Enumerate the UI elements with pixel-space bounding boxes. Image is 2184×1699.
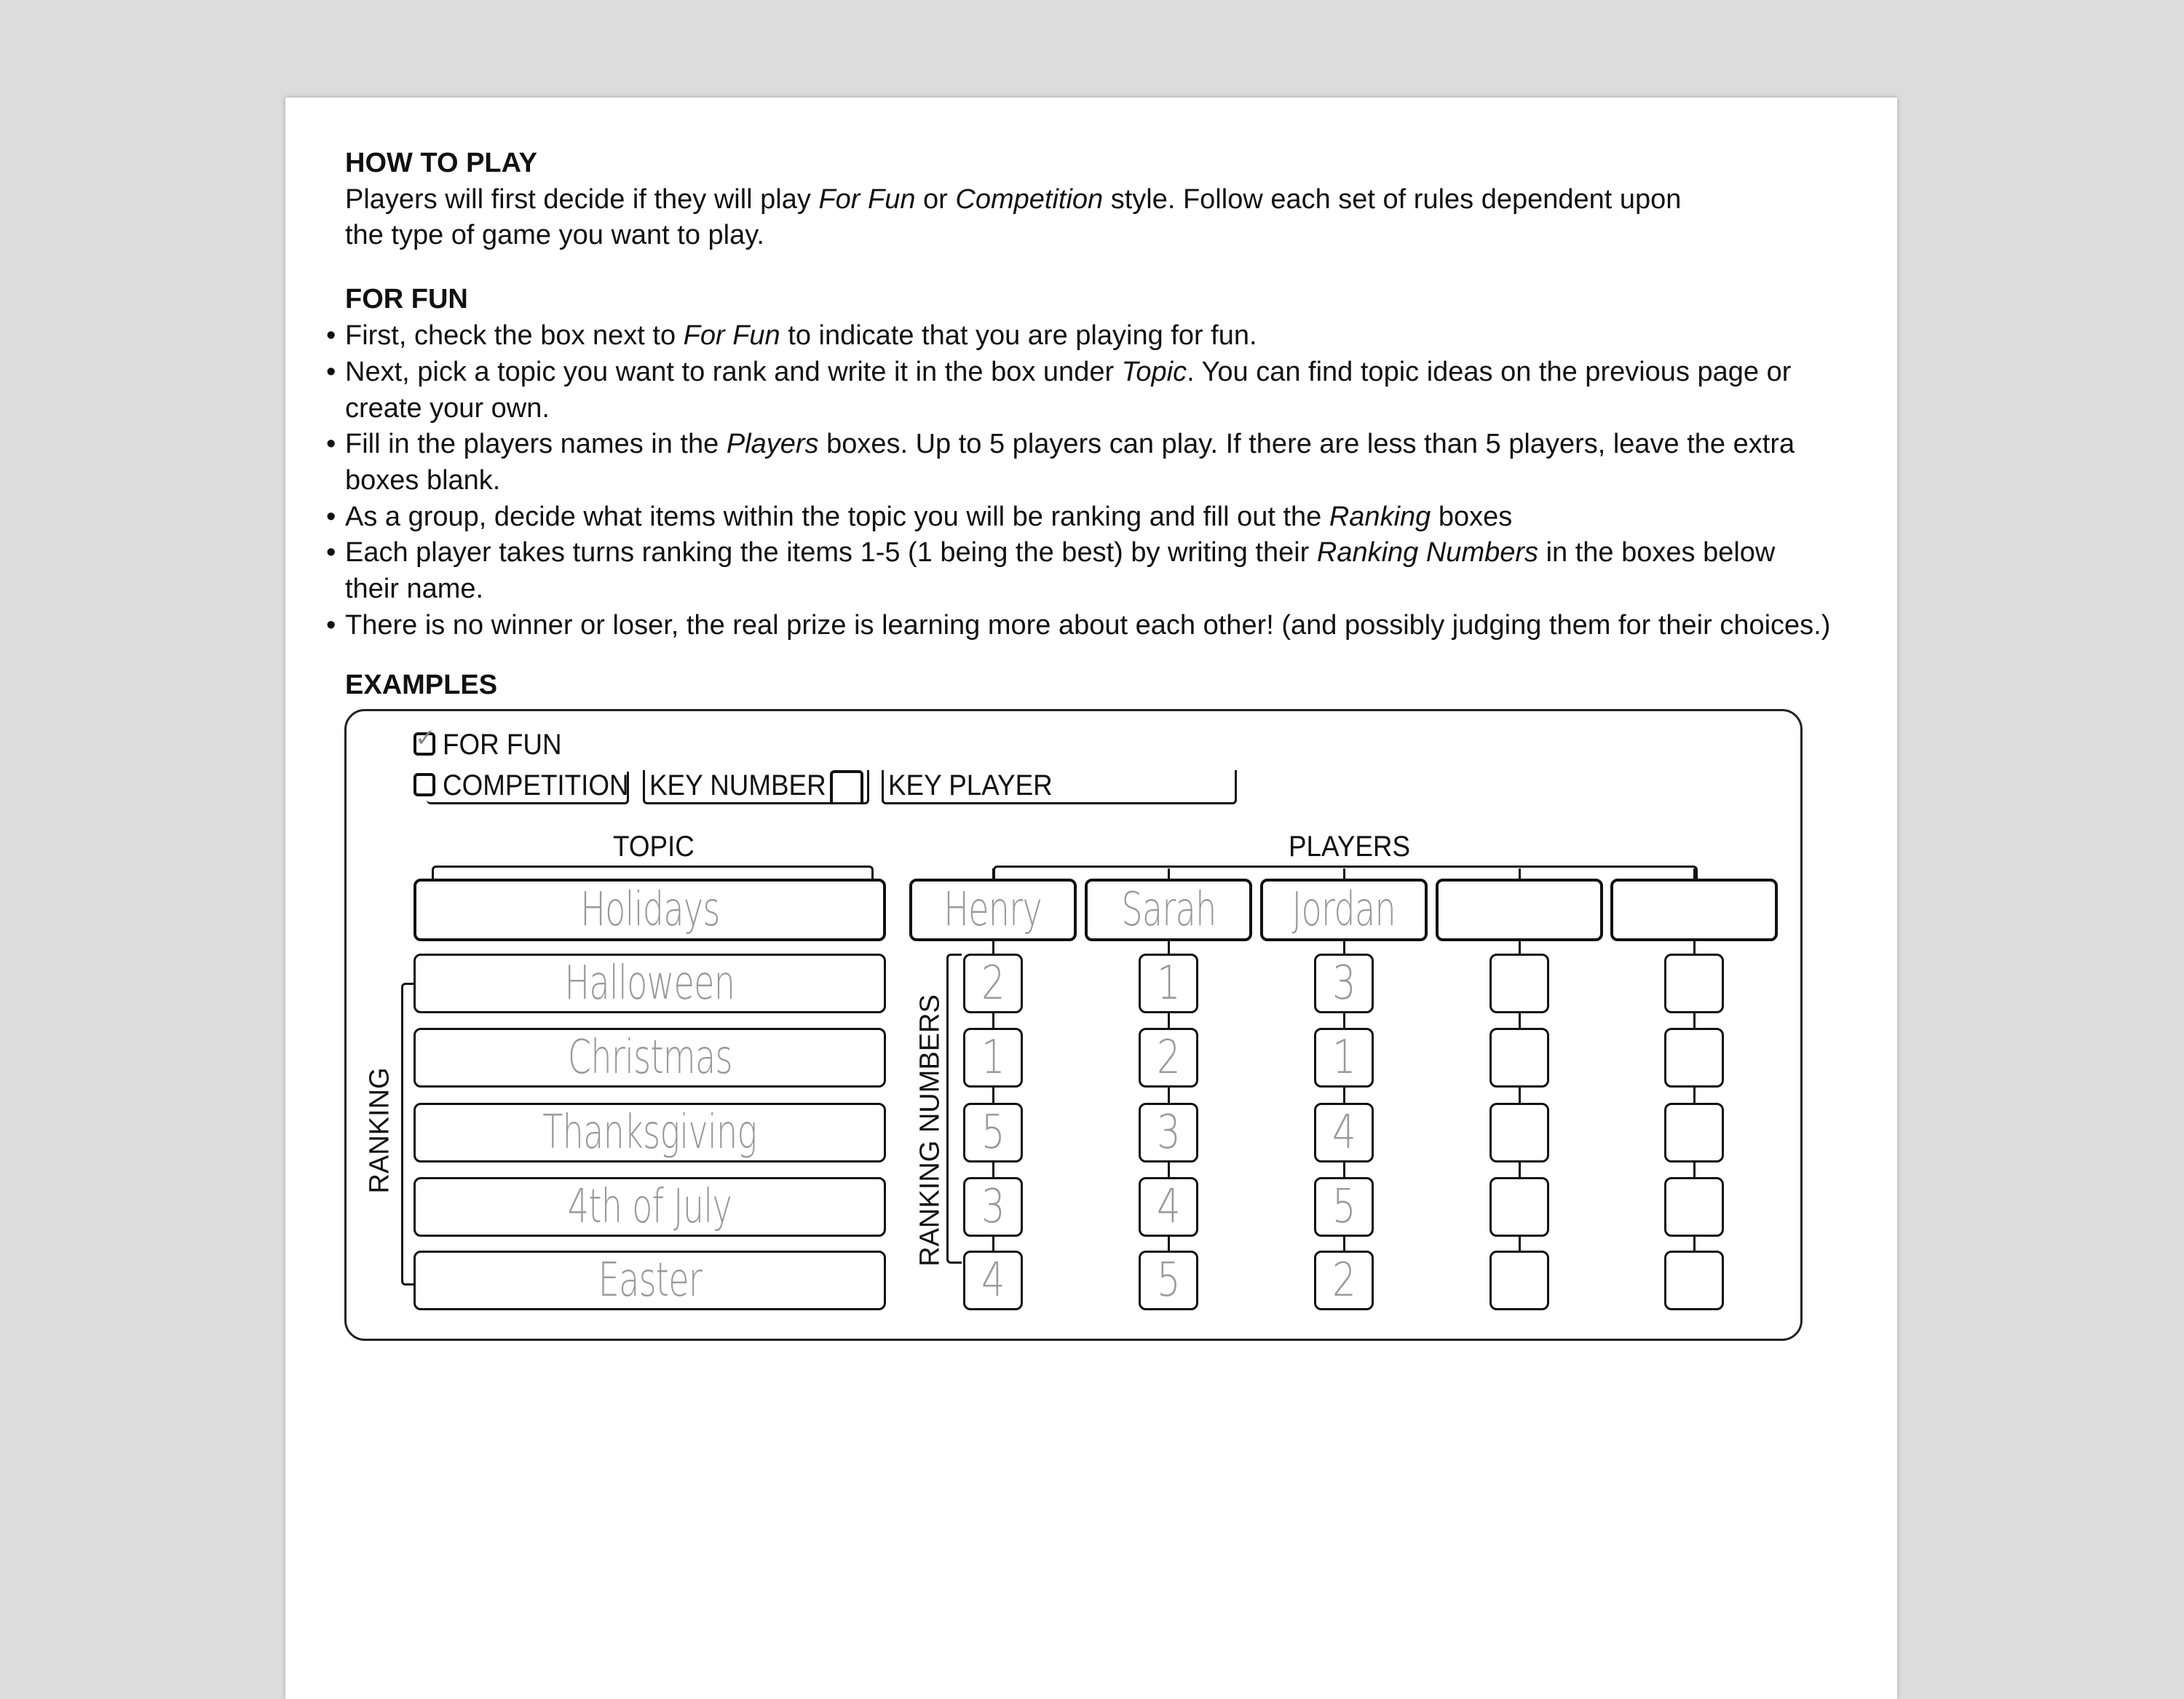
section-heading [345, 145, 537, 181]
text-segment: FOR FUN [345, 284, 468, 315]
instruction-line [345, 181, 1681, 218]
section-heading [345, 281, 468, 317]
ranking-number-value: 1 [981, 1031, 1005, 1085]
text-segment: to indicate that you are playing for fun. [780, 320, 1257, 352]
instruction-line [326, 499, 1513, 535]
ranking-number-value: 5 [981, 1106, 1005, 1160]
competition-bracket [427, 772, 629, 804]
ranking-number-value: 5 [1157, 1254, 1180, 1307]
text-segment: or [915, 183, 956, 215]
text-segment: First, check the box next to [345, 320, 684, 352]
ranking-number-box[interactable] [963, 1028, 1023, 1088]
player-connector [1343, 868, 1345, 879]
instruction-line [345, 390, 550, 427]
players-heading: PLAYERS [1289, 831, 1411, 863]
ranking-number-box[interactable] [1489, 1177, 1549, 1237]
player-connector [1519, 868, 1521, 879]
ranking-numbers-bracket [946, 954, 962, 1264]
checkmark-icon: ✓ [415, 724, 436, 752]
player-name-value: Jordan [1291, 883, 1396, 937]
player-name-field[interactable] [1610, 879, 1778, 941]
ranking-number-value: 2 [981, 957, 1005, 1010]
text-segment: create your own. [345, 392, 550, 424]
ranking-number-box[interactable] [1664, 1177, 1724, 1237]
emphasis-text: For Fun [683, 320, 780, 352]
text-segment: EXAMPLES [345, 670, 498, 701]
ranking-number-value: 2 [1332, 1254, 1356, 1307]
bullet-icon: • [326, 356, 336, 387]
ranking-number-value: 1 [1332, 1031, 1356, 1085]
ranking-side-label: RANKING [364, 1067, 395, 1194]
ranking-number-value: 3 [1157, 1106, 1180, 1160]
text-segment: HOW TO PLAY [345, 147, 537, 178]
player-name-value: Henry [943, 883, 1042, 937]
ranking-number-value: 3 [1332, 957, 1356, 1010]
instruction-line [345, 217, 764, 253]
competition-label: COMPETITION [443, 769, 629, 801]
ranking-item-value: Thanksgiving [542, 1106, 757, 1160]
ranking-number-value: 3 [981, 1180, 1005, 1234]
emphasis-text: Ranking Numbers [1316, 537, 1539, 569]
text-segment: their name. [345, 574, 484, 605]
bullet-icon: • [326, 320, 336, 352]
ranking-item-value: Christmas [567, 1031, 732, 1085]
text-segment: Next, pick a topic you want to rank and write it in the box under [345, 356, 1122, 387]
section-heading [345, 667, 497, 703]
ranking-item-field[interactable] [414, 1103, 886, 1163]
topic-field[interactable] [414, 879, 886, 941]
instruction-line [326, 317, 1257, 354]
text-segment: style. Follow each set of rules dependent upon [1103, 183, 1682, 215]
ranking-item-field[interactable] [414, 1177, 886, 1237]
instruction-line [326, 607, 1831, 643]
ranking-number-box[interactable] [1314, 1103, 1374, 1163]
ranking-numbers-side-label: RANKING NUMBERS [914, 994, 946, 1267]
text-segment: As a group, decide what items within the topic you will be ranking and fill out the [345, 501, 1329, 532]
instruction-line [345, 462, 500, 499]
ranking-number-box[interactable] [1139, 1177, 1198, 1237]
text-segment: Each player takes turns ranking the items 1-5 (1 being the best) by writing their [345, 537, 1317, 569]
bullet-icon: • [326, 429, 336, 460]
ranking-number-box[interactable] [963, 954, 1023, 1013]
ranking-number-box[interactable] [1664, 1028, 1724, 1088]
ranking-number-value: 1 [1157, 957, 1180, 1010]
ranking-item-field[interactable] [414, 1028, 886, 1088]
emphasis-text: Topic [1121, 356, 1187, 387]
topic-value: Holidays [579, 883, 720, 937]
ranking-number-box[interactable] [963, 1177, 1023, 1237]
instruction-line [326, 354, 1792, 390]
emphasis-text: Ranking [1329, 501, 1431, 532]
ranking-number-box[interactable] [963, 1103, 1023, 1163]
text-segment: boxes blank. [345, 464, 501, 496]
ranking-number-box[interactable] [1139, 1103, 1198, 1163]
player-connector [1168, 868, 1170, 879]
emphasis-text: For Fun [818, 183, 916, 215]
ranking-number-value: 2 [1157, 1031, 1180, 1085]
ranking-number-value: 4 [1157, 1180, 1180, 1234]
ranking-number-box[interactable] [1314, 1177, 1374, 1237]
ranking-number-box[interactable] [1664, 954, 1724, 1013]
ranking-number-value: 5 [1332, 1180, 1356, 1234]
player-name-value: Sarah [1120, 883, 1216, 937]
ranking-item-value: Halloween [564, 957, 735, 1010]
key-player-label: KEY PLAYER [888, 769, 1053, 801]
instruction-line [326, 426, 1795, 462]
text-segment: boxes. Up to 5 players can play. If there are less than 5 players, leave the extra [818, 429, 1795, 460]
player-connector [992, 868, 994, 879]
ranking-number-value: 4 [981, 1254, 1005, 1307]
instruction-line [326, 534, 1776, 571]
player-name-field[interactable] [1085, 879, 1252, 941]
ranking-number-box[interactable] [1664, 1251, 1724, 1310]
for-fun-checkbox[interactable] [414, 724, 436, 756]
text-segment: boxes [1431, 501, 1513, 532]
ranking-number-box[interactable] [1139, 1251, 1198, 1310]
ranking-number-box[interactable] [1489, 1103, 1549, 1163]
text-segment: Fill in the players names in the [345, 429, 727, 460]
ranking-number-box[interactable] [1489, 1028, 1549, 1088]
text-segment: in the boxes below [1538, 537, 1776, 569]
key-number-box[interactable] [830, 770, 863, 802]
ranking-number-value: 4 [1332, 1106, 1356, 1160]
text-segment: . You can find topic ideas on the previous page or [1187, 356, 1792, 387]
ranking-item-value: 4th of July [567, 1180, 732, 1234]
ranking-number-box[interactable] [1489, 1251, 1549, 1310]
ranking-item-value: Easter [598, 1254, 702, 1307]
text-segment: Players will first decide if they will play [345, 183, 819, 215]
ranking-number-box[interactable] [1139, 1028, 1198, 1088]
ranking-number-box[interactable] [1664, 1103, 1724, 1163]
emphasis-text: Players [726, 429, 819, 460]
ranking-number-box[interactable] [1314, 1251, 1374, 1310]
instruction-line [345, 571, 483, 607]
for-fun-label: FOR FUN [443, 729, 562, 761]
player-name-field[interactable] [1436, 879, 1603, 941]
topic-heading: TOPIC [613, 831, 695, 863]
player-name-field[interactable] [909, 879, 1077, 941]
emphasis-text: Competition [955, 183, 1104, 215]
bullet-icon: • [326, 609, 336, 641]
ranking-number-box[interactable] [1314, 954, 1374, 1013]
text-segment: the type of game you want to play. [345, 220, 764, 251]
ranking-number-box[interactable] [1314, 1028, 1374, 1088]
bullet-icon: • [326, 537, 336, 569]
ranking-item-field[interactable] [414, 1251, 886, 1310]
bullet-icon: • [326, 501, 336, 532]
key-number-label: KEY NUMBER [649, 769, 826, 801]
player-name-field[interactable] [1260, 879, 1428, 941]
player-connector [1693, 868, 1696, 879]
text-segment: There is no winner or loser, the real prize is learning more about each other! (and possibly judging them for their choices.) [345, 609, 1831, 641]
ranking-number-box[interactable] [963, 1251, 1023, 1310]
ranking-item-field[interactable] [414, 954, 886, 1013]
ranking-number-box[interactable] [1139, 954, 1198, 1013]
ranking-number-box[interactable] [1489, 954, 1549, 1013]
